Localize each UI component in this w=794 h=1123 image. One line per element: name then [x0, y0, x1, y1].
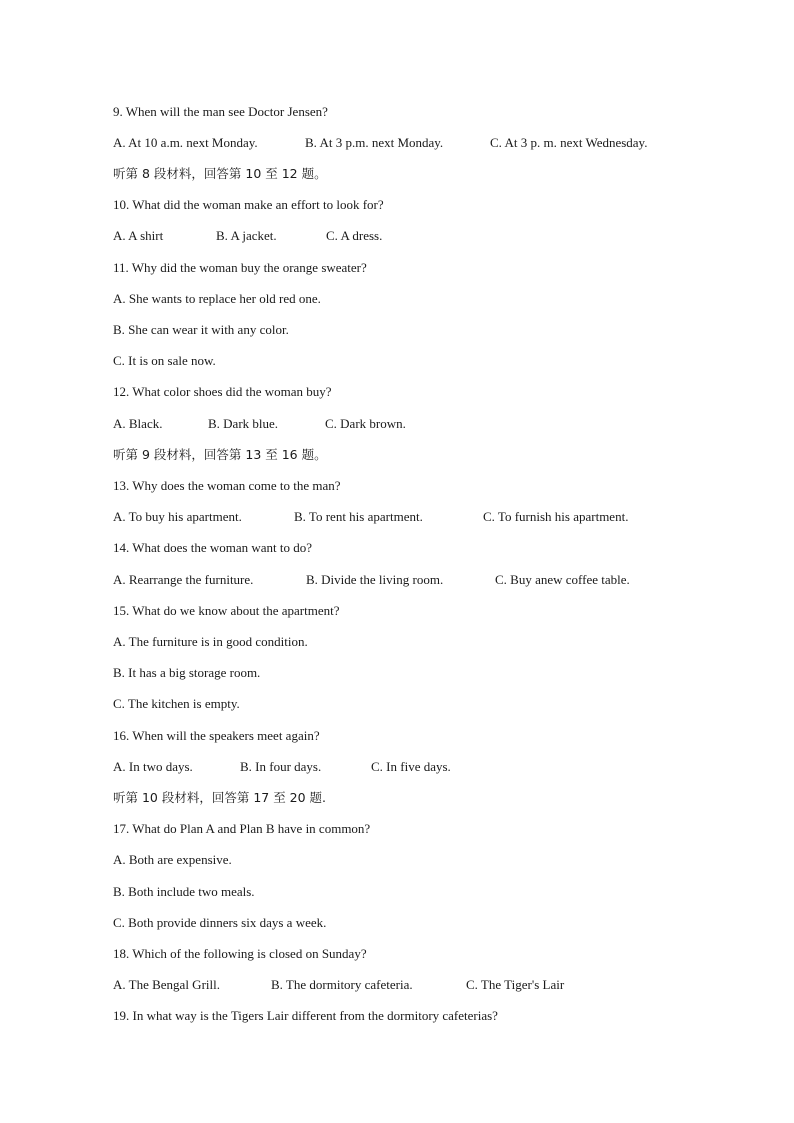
option-b: B. A jacket.	[216, 228, 277, 243]
option-a: A. To buy his apartment.	[113, 509, 242, 524]
question-10: 10. What did the woman make an effort to look for?	[113, 197, 384, 212]
option-c: C. The kitchen is empty.	[113, 696, 240, 711]
option-c: C. The Tiger's Lair	[466, 977, 565, 992]
section-heading-10: 听第 10 段材料，回答第 17 至 20 题.	[113, 790, 327, 805]
section-heading-8: 听第 8 段材料，回答第 10 至 12 题。	[113, 166, 327, 181]
option-a: A. In two days.	[113, 759, 193, 774]
option-b: B. Both include two meals.	[113, 884, 255, 899]
option-b: B. Dark blue.	[208, 416, 279, 431]
option-b: B. The dormitory cafeteria.	[271, 977, 413, 992]
option-b: B. In four days.	[240, 759, 322, 774]
question-12: 12. What color shoes did the woman buy?	[113, 384, 332, 399]
option-a: A. Rearrange the furniture.	[113, 572, 254, 587]
question-9: 9. When will the man see Doctor Jensen?	[113, 104, 328, 119]
option-a: A. At 10 a.m. next Monday.	[113, 135, 258, 150]
option-c: C. Dark brown.	[325, 416, 406, 431]
question-11: 11. Why did the woman buy the orange sweater?	[113, 260, 367, 275]
option-a: A. The furniture is in good condition.	[113, 634, 308, 649]
option-a: A. A shirt	[113, 228, 164, 243]
option-a: A. The Bengal Grill.	[113, 977, 220, 992]
option-a: A. Both are expensive.	[113, 852, 232, 867]
option-a: A. Black.	[113, 416, 163, 431]
question-19: 19. In what way is the Tigers Lair different from the dormitory cafeterias?	[113, 1008, 498, 1023]
option-c: C. At 3 p. m. next Wednesday.	[490, 135, 648, 150]
question-14: 14. What does the woman want to do?	[113, 540, 313, 555]
question-13: 13. Why does the woman come to the man?	[113, 478, 341, 493]
option-c: C. Buy anew coffee table.	[495, 572, 630, 587]
option-b: B. Divide the living room.	[306, 572, 444, 587]
question-17: 17. What do Plan A and Plan B have in common?	[113, 821, 371, 836]
question-15: 15. What do we know about the apartment?	[113, 603, 340, 618]
option-a: A. She wants to replace her old red one.	[113, 291, 321, 306]
section-heading-9: 听第 9 段材料，回答第 13 至 16 题。	[113, 447, 327, 462]
option-b: B. It has a big storage room.	[113, 665, 261, 680]
option-b: B. To rent his apartment.	[294, 509, 423, 524]
option-b: B. At 3 p.m. next Monday.	[305, 135, 444, 150]
option-c: C. In five days.	[371, 759, 451, 774]
question-16: 16. When will the speakers meet again?	[113, 728, 320, 743]
option-b: B. She can wear it with any color.	[113, 322, 289, 337]
option-c: C. Both provide dinners six days a week.	[113, 915, 327, 930]
option-c: C. It is on sale now.	[113, 353, 216, 368]
question-18: 18. Which of the following is closed on Sunday?	[113, 946, 367, 961]
option-c: C. To furnish his apartment.	[483, 509, 629, 524]
option-c: C. A dress.	[326, 228, 383, 243]
